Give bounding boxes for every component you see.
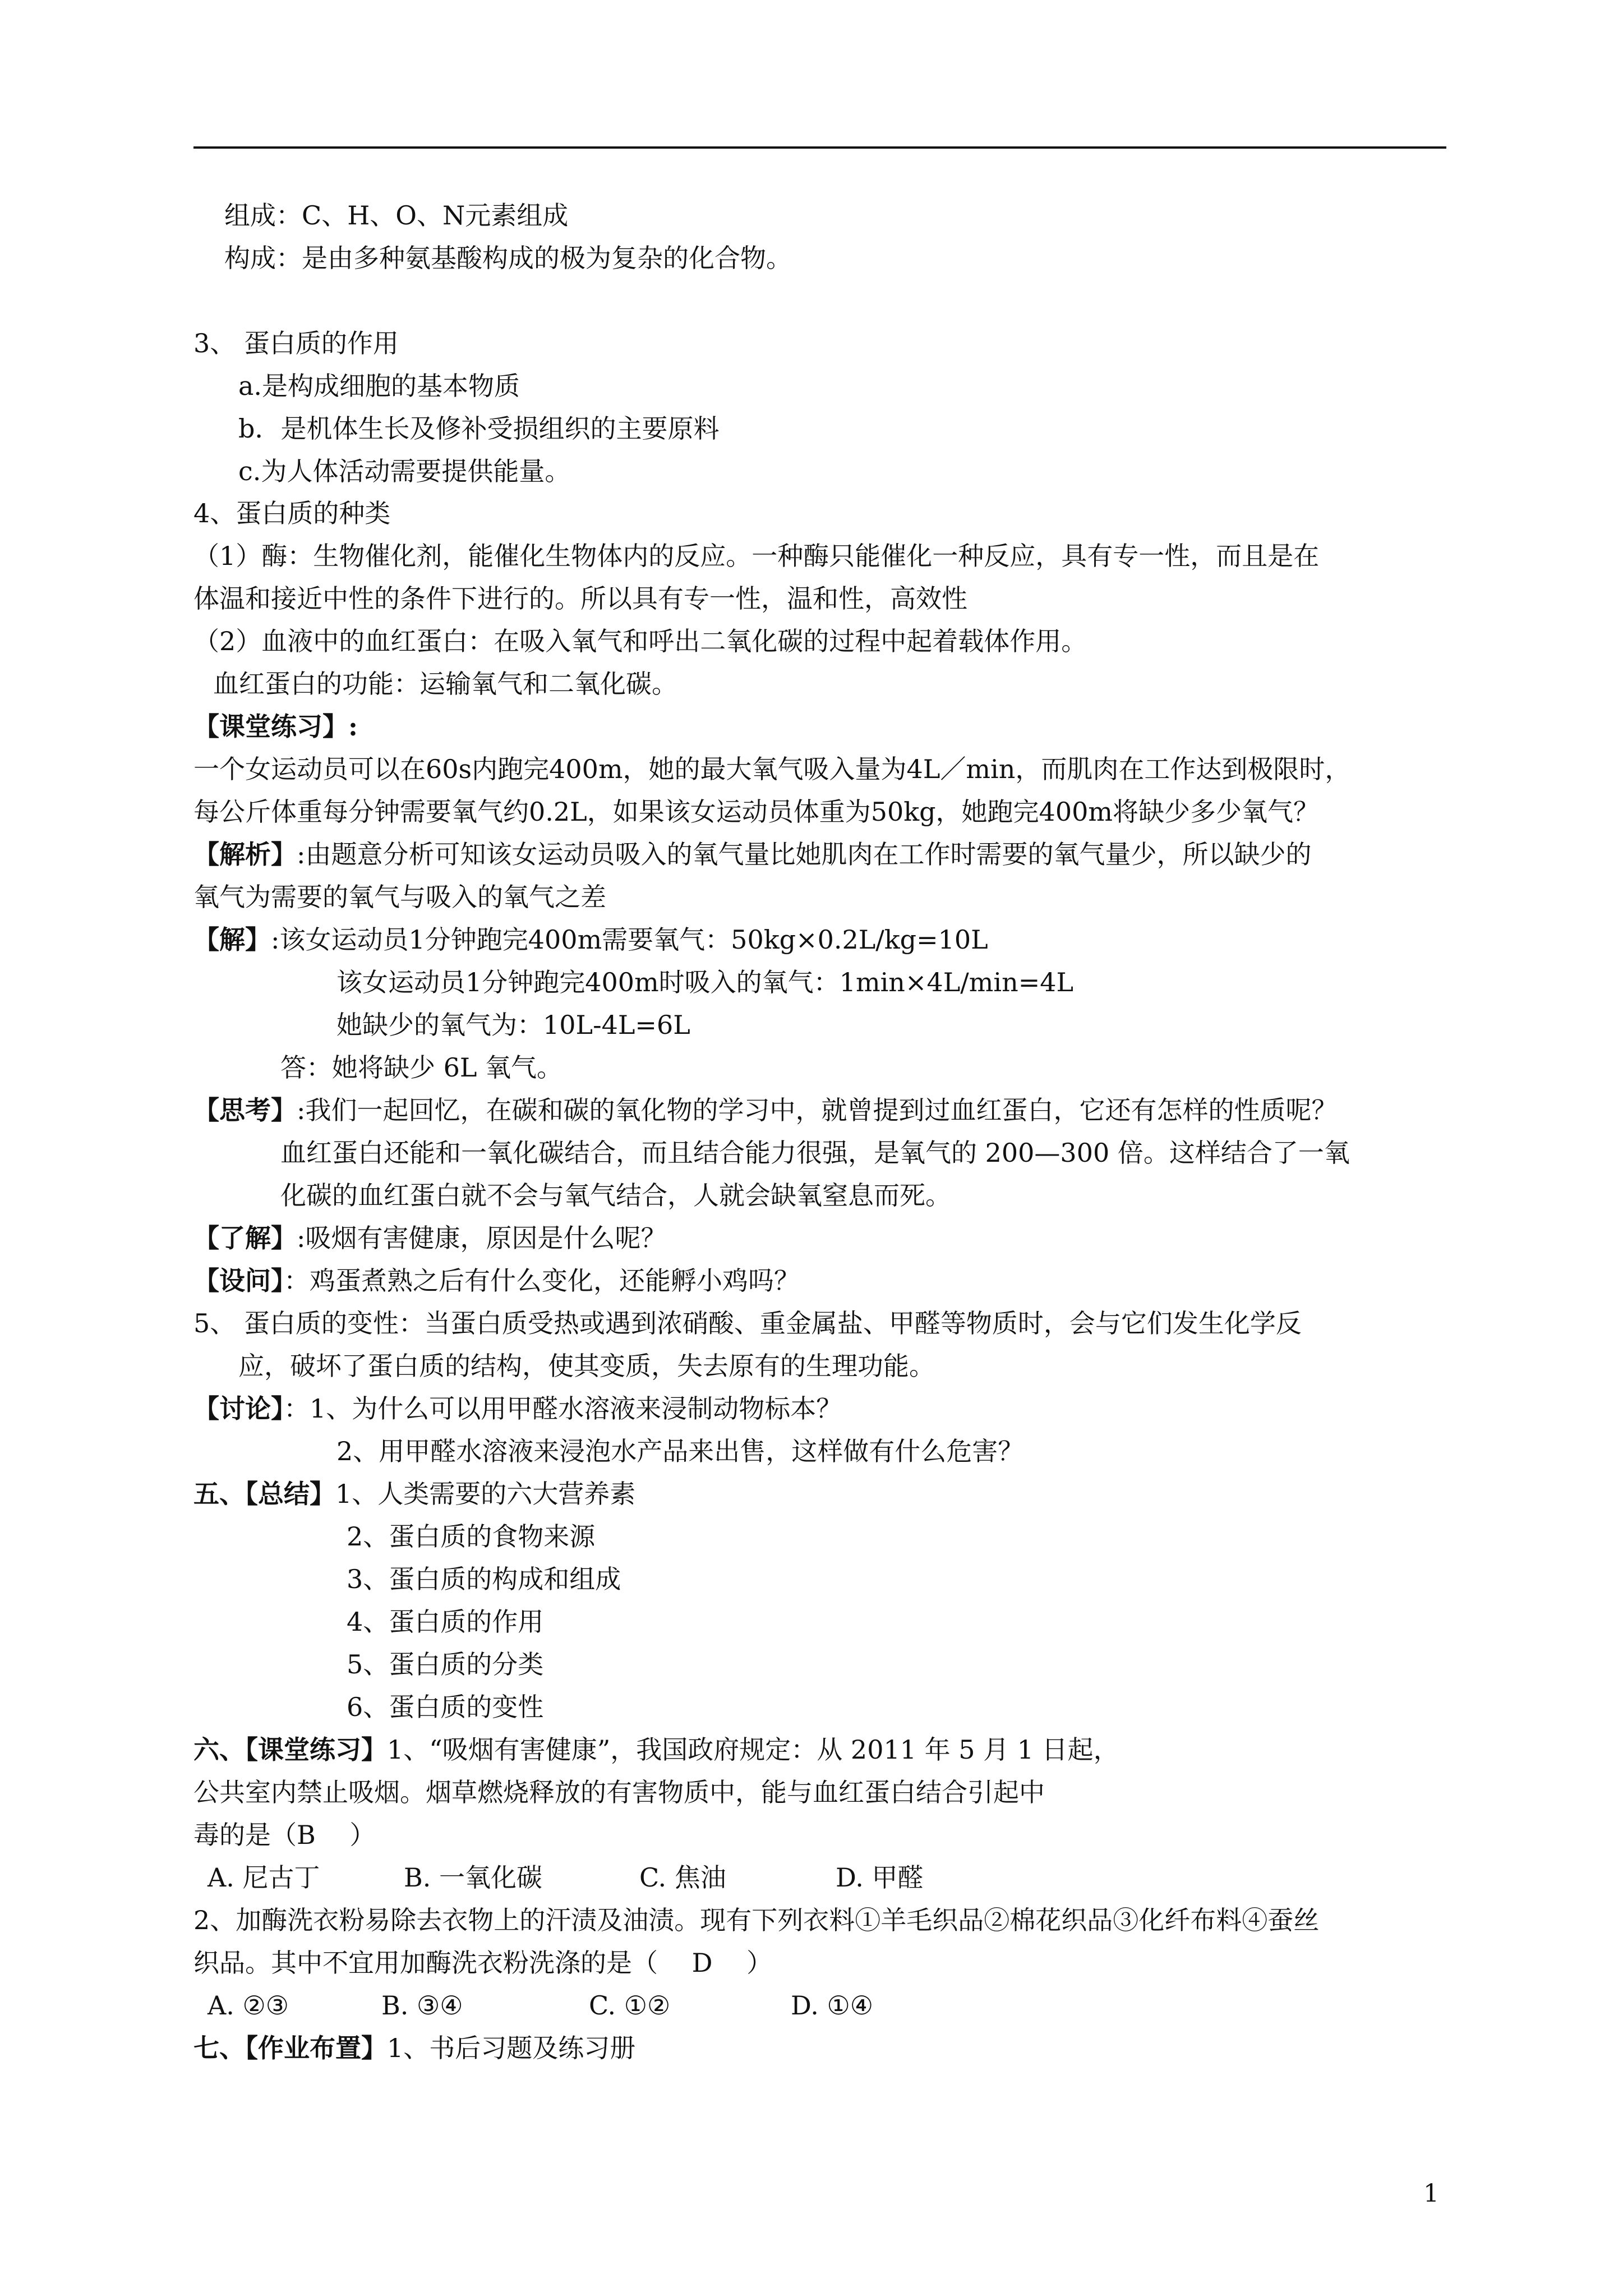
summary-item-5: 5、蛋白质的分类 bbox=[347, 1649, 544, 1680]
think-text: :我们一起回忆，在碳和碳的氧化物的学习中，就曾提到过血红蛋白，它还有怎样的性质呢？ bbox=[297, 1095, 1338, 1125]
hemoglobin-function: 血红蛋白的功能：运输氧气和二氧化碳。 bbox=[213, 669, 677, 699]
homework-text: 1、书后习题及练习册 bbox=[387, 2033, 636, 2063]
section-3-heading: 3、 蛋白质的作用 bbox=[193, 328, 399, 358]
problem-line-2: 每公斤体重每分钟需要氧气约0.2L，如果该女运动员体重为50kg，她跑完400m将缺少多少氧气？ bbox=[193, 797, 1319, 827]
analysis-text: :由题意分析可知该女运动员吸入的氧气量比她肌肉在工作时需要的氧气量少，所以缺少的 bbox=[297, 839, 1312, 869]
analysis-line-2: 氧气为需要的氧气与吸入的氧气之差 bbox=[193, 882, 606, 912]
hemoglobin-line: （2）血液中的血红蛋白：在吸入氧气和呼出二氧化碳的过程中起着载体作用。 bbox=[193, 626, 1087, 656]
homework-tag: 七、【作业布置】 bbox=[193, 2033, 387, 2063]
understand-line bbox=[193, 1221, 667, 1255]
practice-q1: 1、“吸烟有害健康”，我国政府规定：从 2011 年 5 月 1 日起， bbox=[387, 1734, 1119, 1765]
practice-line-3: 毒的是（B ） bbox=[193, 1820, 376, 1850]
problem-line-1: 一个女运动员可以在60s内跑完400m，她的最大氧气吸入量为4L／min，而肌肉在工作达到极限时， bbox=[193, 754, 1351, 784]
think-line-3: 化碳的血红蛋白就不会与氧气结合，人就会缺氧窒息而死。 bbox=[280, 1180, 951, 1211]
practice-q2-line-2: 织品。其中不宜用加酶洗衣粉洗涤的是（ D ） bbox=[193, 1948, 773, 1978]
option-a: A. ②③ bbox=[208, 1990, 289, 2021]
structure-line: 构成：是由多种氨基酸构成的极为复杂的化合物。 bbox=[224, 243, 792, 273]
homework-line bbox=[193, 2031, 635, 2065]
option-c: C. 焦油 bbox=[639, 1862, 726, 1893]
option-b: B. ③④ bbox=[381, 1990, 463, 2021]
summary-tag: 五、【总结】 bbox=[193, 1479, 335, 1509]
analysis-line-1 bbox=[193, 838, 1312, 871]
option-c: C. ①② bbox=[589, 1990, 671, 2021]
option-b: B. 一氧化碳 bbox=[404, 1862, 543, 1893]
option-a: A. 尼古丁 bbox=[208, 1862, 320, 1893]
understand-tag: 【了解】 bbox=[193, 1223, 297, 1253]
summary-item-2: 2、蛋白质的食物来源 bbox=[347, 1521, 596, 1552]
practice-q2-options bbox=[208, 1989, 873, 2022]
discuss-line-2: 2、用甲醛水溶液来浸泡水产品来出售，这样做有什么危害？ bbox=[336, 1436, 1024, 1466]
think-line-1 bbox=[193, 1093, 1338, 1127]
function-b: b．是机体生长及修补受损组织的主要原料 bbox=[238, 413, 720, 444]
enzyme-line-1: （1）酶：生物催化剂，能催化生物体内的反应。一种酶只能催化一种反应，具有专一性，而且是在 bbox=[193, 541, 1320, 571]
composition-line: 组成：C、H、O、N元素组成 bbox=[224, 200, 569, 231]
option-d: D. ①④ bbox=[791, 1990, 873, 2021]
solution-text: :该女运动员1分钟跑完400m需要氧气：50kg×0.2L/kg=10L bbox=[271, 924, 988, 955]
practice-q2-line-1: 2、加酶洗衣粉易除去衣物上的汗渍及油渍。现有下列衣料①羊毛织品②棉花织品③化纤布料④蚕丝 bbox=[193, 1905, 1320, 1935]
discuss-line-1 bbox=[193, 1392, 842, 1425]
summary-line-1 bbox=[193, 1477, 635, 1511]
practice-line-1 bbox=[193, 1733, 1119, 1766]
section-5-line-1: 5、 蛋白质的变性：当蛋白质受热或遇到浓硝酸、重金属盐、甲醛等物质时，会与它们发生化学反 bbox=[193, 1308, 1302, 1338]
solution-line-1 bbox=[193, 923, 988, 956]
question-text: ：鸡蛋煮熟之后有什么变化，还能孵小鸡吗？ bbox=[284, 1266, 800, 1296]
analysis-tag: 【解析】 bbox=[193, 839, 297, 869]
solution-line-2: 该女运动员1分钟跑完400m时吸入的氧气：1min×4L/min=4L bbox=[336, 967, 1074, 997]
discuss-tag: 【讨论】 bbox=[193, 1393, 284, 1424]
section-5-line-2: 应，破坏了蛋白质的结构，使其变质，失去原有的生理功能。 bbox=[238, 1351, 935, 1381]
practice-line-2: 公共室内禁止吸烟。烟草燃烧释放的有害物质中，能与血红蛋白结合引起中 bbox=[193, 1777, 1045, 1807]
solution-line-3: 她缺少的氧气为：10L-4L=6L bbox=[336, 1010, 690, 1040]
summary-item-1: 1、人类需要的六大营养素 bbox=[335, 1479, 636, 1509]
practice-q1-options bbox=[208, 1861, 924, 1894]
summary-item-4: 4、蛋白质的作用 bbox=[347, 1607, 544, 1637]
summary-item-6: 6、蛋白质的变性 bbox=[347, 1692, 544, 1722]
understand-text: :吸烟有害健康，原因是什么呢？ bbox=[297, 1223, 667, 1253]
discuss-text: ：1、为什么可以用甲醛水溶液来浸制动物标本？ bbox=[284, 1393, 842, 1424]
practice-tag: 六、【课堂练习】 bbox=[193, 1734, 387, 1765]
function-a: a.是构成细胞的基本物质 bbox=[238, 371, 520, 401]
page-number: 1 bbox=[1423, 2179, 1439, 2208]
exercise-heading: 【课堂练习】: bbox=[193, 711, 358, 742]
think-line-2: 血红蛋白还能和一氧化碳结合，而且结合能力很强，是氧气的 200—300 倍。这样结合了一氧 bbox=[280, 1138, 1350, 1168]
option-d: D. 甲醛 bbox=[836, 1862, 924, 1893]
solution-tag: 【解】 bbox=[193, 924, 271, 955]
function-c: c.为人体活动需要提供能量。 bbox=[238, 456, 571, 486]
think-tag: 【思考】 bbox=[193, 1095, 297, 1125]
header-rule bbox=[193, 146, 1446, 149]
answer-line: 答：她将缺少 6L 氧气。 bbox=[280, 1052, 563, 1083]
section-4-heading: 4、蛋白质的种类 bbox=[193, 498, 391, 528]
summary-item-3: 3、蛋白质的构成和组成 bbox=[347, 1564, 621, 1594]
enzyme-line-2: 体温和接近中性的条件下进行的。所以具有专一性，温和性，高效性 bbox=[193, 583, 967, 614]
question-tag: 【设问】 bbox=[193, 1266, 284, 1296]
question-line bbox=[193, 1264, 800, 1297]
